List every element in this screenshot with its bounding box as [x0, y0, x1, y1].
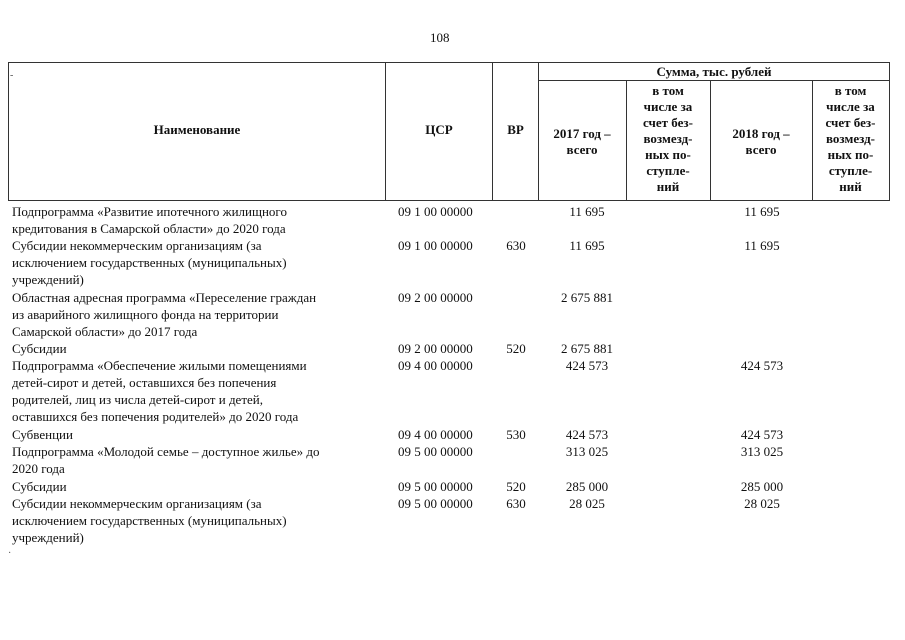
header-bottom-border	[8, 200, 890, 201]
table-row-2017: 28 025	[569, 496, 605, 511]
table-row-csr: 09 4 00 00000	[398, 358, 473, 373]
header-2018-total: 2018 год – всего	[732, 126, 790, 157]
table-row-2017: 313 025	[565, 444, 609, 459]
table-row-2018: 28 025	[744, 496, 780, 511]
table-row-name: Субвенции	[12, 427, 73, 442]
table-row-2017: 2 675 881	[561, 341, 613, 356]
scan-dash-top-left: -	[10, 70, 14, 81]
table-row-csr: 09 1 00 00000	[398, 204, 473, 219]
header-2017-incl: в том числе за счет без- возмезд- ных по- ступле- ний	[643, 83, 693, 194]
page-number: 108	[430, 30, 450, 45]
header-sum-group: Сумма, тыс. рублей	[656, 64, 772, 79]
table-row-name: Субсидии	[12, 479, 67, 494]
header-group-divider	[538, 80, 890, 81]
table-row-csr: 09 5 00 00000	[398, 444, 473, 459]
table-row-csr: 09 4 00 00000	[398, 427, 473, 442]
table-row-2017: 2 675 881	[561, 290, 613, 305]
table-row-2018: 11 695	[744, 204, 780, 219]
table-row-2018: 285 000	[740, 479, 784, 494]
table-row-name: Субсидии некоммерческим организациям (за исключением государственных (муниципальных) учреждений)	[12, 238, 287, 287]
table-row-name: Субсидии некоммерческим организациям (за исключением государственных (муниципальных) учреждений)	[12, 496, 287, 545]
table-row-name: Областная адресная программа «Переселение граждан из аварийного жилищного фонда на территории Самарской области» до 2017 года	[12, 290, 317, 339]
header-2017-total: 2017 год – всего	[553, 126, 611, 157]
table-row-name: Субсидии	[12, 341, 67, 356]
header-top-border	[8, 62, 890, 63]
table-row-2017: 424 573	[565, 427, 609, 442]
table-row-vr: 630	[506, 238, 526, 253]
table-row-2018: 424 573	[740, 358, 784, 373]
table-row-2017: 424 573	[565, 358, 609, 373]
table-row-csr: 09 1 00 00000	[398, 238, 473, 253]
scan-dash-left: ·	[8, 548, 12, 559]
table-row-csr: 09 5 00 00000	[398, 496, 473, 511]
table-row-vr: 530	[506, 427, 526, 442]
table-row-2017: 11 695	[569, 238, 605, 253]
table-row-name: Подпрограмма «Развитие ипотечного жилищного кредитования в Самарской области» до 2020 года	[12, 204, 287, 236]
table-row-csr: 09 2 00 00000	[398, 341, 473, 356]
header-name: Наименование	[153, 122, 241, 137]
header-vr: ВР	[507, 122, 524, 137]
table-row-2018: 424 573	[740, 427, 784, 442]
table-row-csr: 09 5 00 00000	[398, 479, 473, 494]
table-row-2018: 313 025	[740, 444, 784, 459]
table-row-2017: 285 000	[565, 479, 609, 494]
table-row-vr: 520	[506, 341, 526, 356]
table-row-2017: 11 695	[569, 204, 605, 219]
table-row-vr: 630	[506, 496, 526, 511]
table-row-csr: 09 2 00 00000	[398, 290, 473, 305]
table-row-name: Подпрограмма «Обеспечение жилыми помещениями детей-сирот и детей, оставшихся без попечения родителей, лиц из числа детей-сирот и детей, оставшихся без попечения родителей» до 2020 года	[12, 358, 307, 424]
header-right-border	[889, 62, 890, 200]
table-row-name: Подпрограмма «Молодой семье – доступное жилье» до 2020 года	[12, 444, 320, 476]
table-row-2018: 11 695	[744, 238, 780, 253]
header-2018-incl: в том числе за счет без- возмезд- ных по- ступле- ний	[825, 83, 876, 194]
header-csr: ЦСР	[425, 122, 453, 137]
table-row-vr: 520	[506, 479, 526, 494]
